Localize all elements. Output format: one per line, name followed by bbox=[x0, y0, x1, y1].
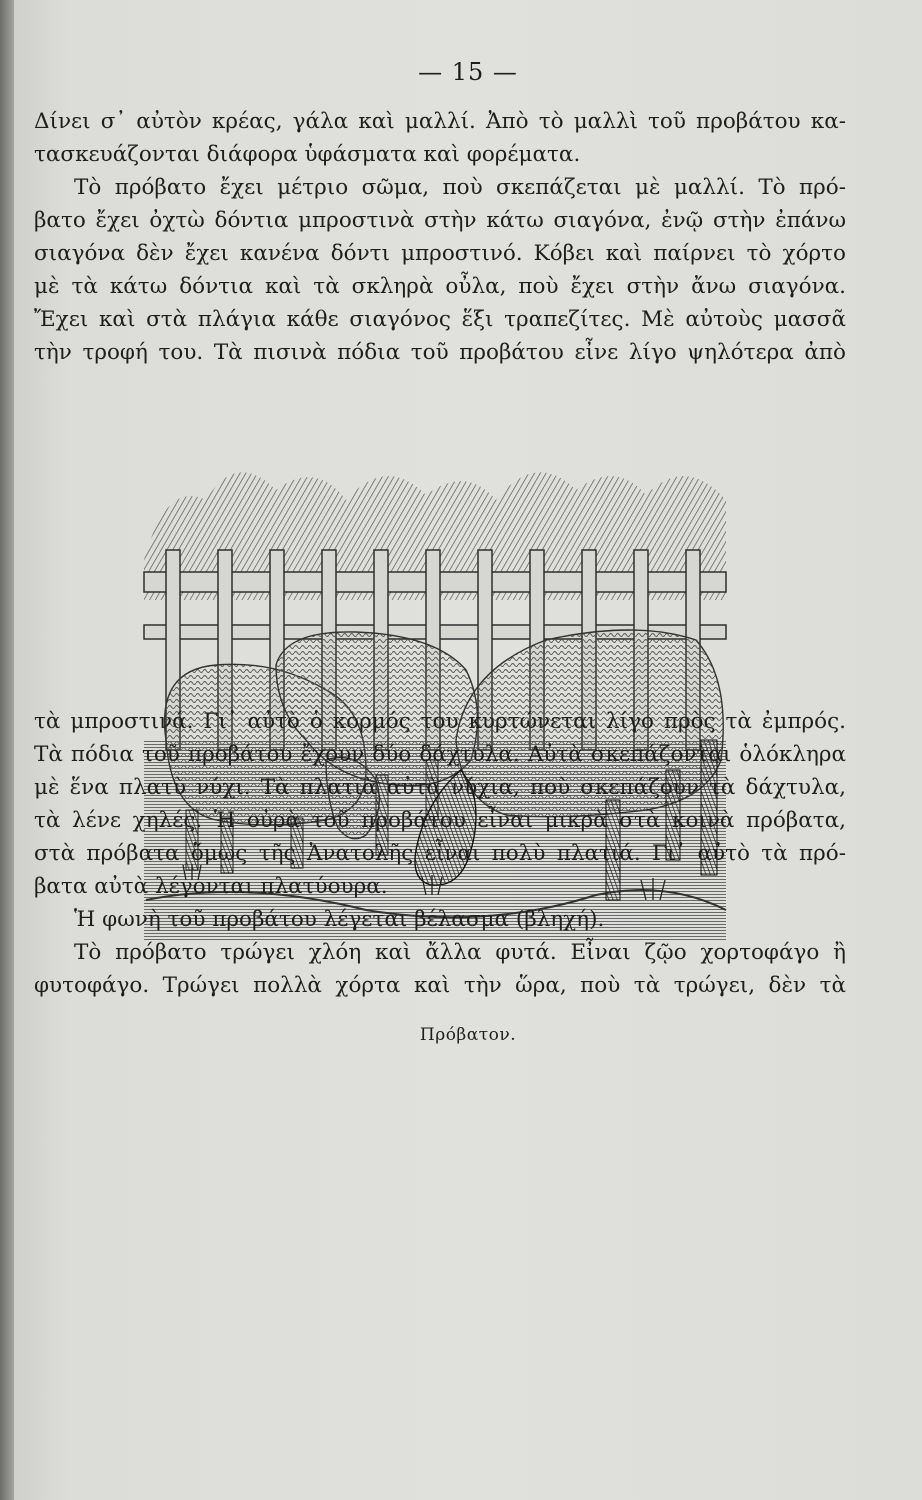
text-line: σιαγόνα δὲν ἔχει κανένα δόντι μπροστινό. Κόβει καὶ παίρνει τὸ χόρτο bbox=[34, 241, 846, 266]
text-line: βατο ἔχει ὀχτὼ δόντια μπροστινὰ στὴν κάτω σιαγόνα, ἐνῷ στὴν ἐπάνω bbox=[34, 208, 846, 233]
text-line: μὲ ἕνα πλατὺ νύχι. Τὰ πλατιὰ αὐτὰ νύχια, ποὺ σκεπάζουν τὰ δάχτυλα, bbox=[34, 775, 846, 800]
text-line: τασκευάζονται διάφορα ὑφάσματα καὶ φορέματα. bbox=[34, 142, 581, 167]
text-line: τὴν τροφή του. Τὰ πισινὰ πόδια τοῦ προβάτου εἶνε λίγο ψηλότερα ἀπὸ bbox=[34, 340, 846, 365]
figure-caption: Πρόβατον. bbox=[419, 1025, 517, 1045]
text-line: Ἔχει καὶ στὰ πλάγια κάθε σιαγόνος ἕξι τραπεζίτες. Μὲ αὐτοὺς μασσᾶ bbox=[34, 307, 846, 332]
text-line: Ἡ φωνὴ τοῦ προβάτου λέγεται βέλασμα (βληχή). bbox=[74, 907, 605, 932]
text-line: τὰ μπροστινά. Γι᾽ αὐτὸ ὁ κορμός του κυρτώνεται λίγο πρὸς τὰ ἐμπρός. bbox=[34, 709, 846, 734]
text-line: βατα αὐτὰ λέγονται πλατύουρα. bbox=[34, 874, 388, 899]
text-line: φυτοφάγο. Τρώγει πολλὰ χόρτα καὶ τὴν ὥρα, ποὺ τὰ τρώγει, δὲν τὰ bbox=[34, 973, 846, 998]
book-page bbox=[14, 0, 922, 1500]
text-block-top bbox=[34, 105, 846, 369]
text-block-bottom bbox=[34, 705, 846, 1002]
text-line: Δίνει σ᾽ αὐτὸν κρέας, γάλα καὶ μαλλί. Ἀπὸ τὸ μαλλὶ τοῦ προβάτου κα- bbox=[34, 109, 846, 134]
page-number: — 15 — bbox=[418, 58, 518, 86]
text-line: μὲ τὰ κάτω δόντια καὶ τὰ σκληρὰ οὖλα, ποὺ ἔχει στὴν ἄνω σιαγόνα. bbox=[34, 274, 846, 299]
text-line: στὰ πρόβατα ὅμως τῆς Ἀνατολῆς εἶναι πολὺ πλατιά. Γι᾽ αὐτὸ τὰ πρό- bbox=[34, 841, 846, 866]
text-line: τὰ λένε χηλές. Ἡ οὐρὰ τοῦ προβάτου εἶναι μικρὰ στὰ κοινὰ πρόβατα, bbox=[34, 808, 846, 833]
text-line: Τὸ πρόβατο ἔχει μέτριο σῶμα, ποὺ σκεπάζεται μὲ μαλλί. Τὸ πρό- bbox=[74, 175, 846, 200]
text-line: Τὸ πρόβατο τρώγει χλόη καὶ ἄλλα φυτά. Εἶναι ζῷο χορτοφάγο ἢ bbox=[74, 940, 846, 965]
text-line: Τὰ πόδια τοῦ προβάτου ἔχουν δύο δάχτυλα. Αὐτὰ σκεπάζονται ὁλόκληρα bbox=[34, 742, 846, 767]
book-gutter bbox=[0, 0, 14, 1500]
